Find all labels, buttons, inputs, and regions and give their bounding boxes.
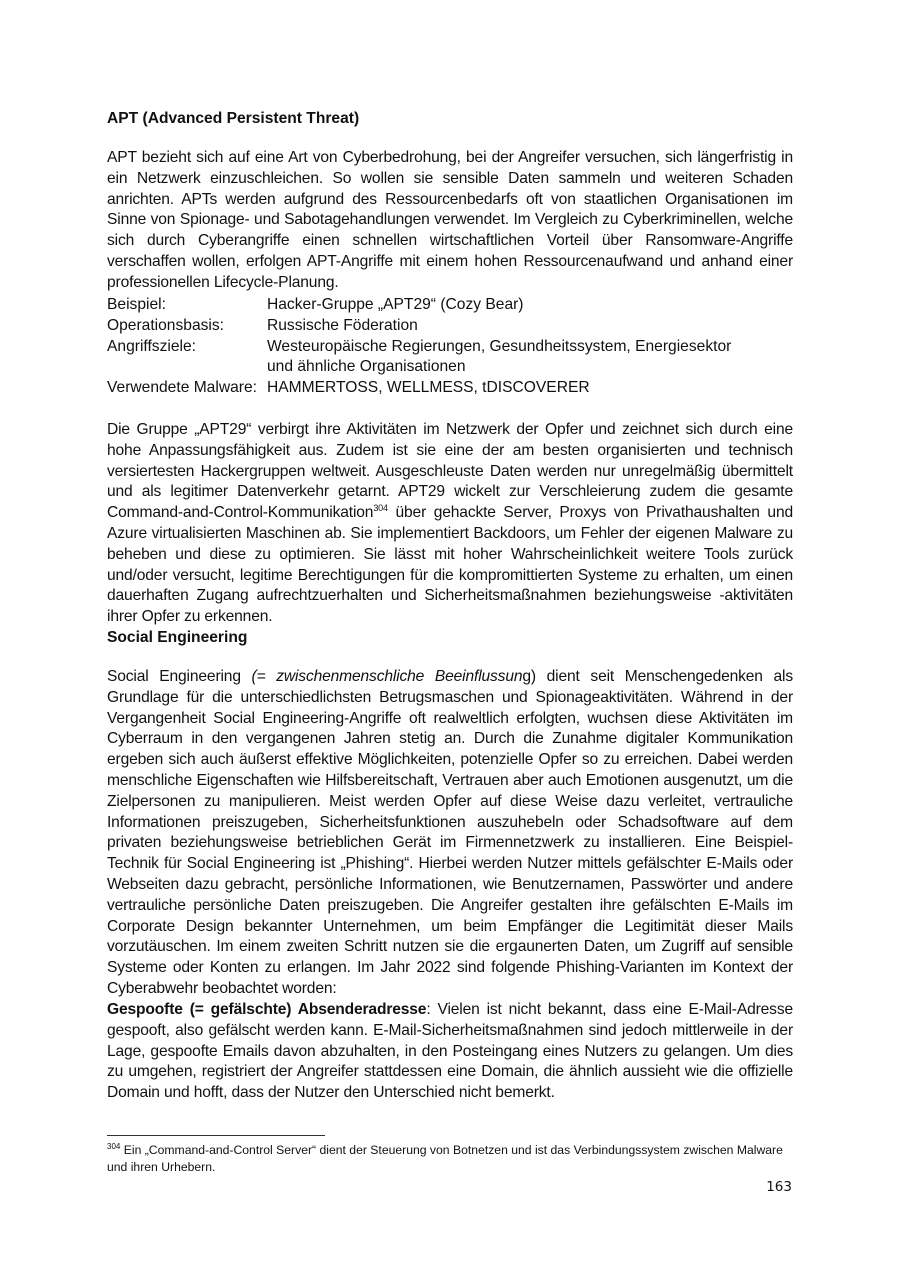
apt29-text-part2: über gehackte Server, Proxys von Privathaushalten und Azure virtualisierten Maschinen ab. Sie implementiert Backdoors, um Fehler der eigenen Malware zu beheben und diese zu optimieren. Sie lässt mit hoher Wahrscheinlichkeit weitere Tools zurück und/oder versucht, legitime Berechtigungen für die kompromittierten Systeme zu erhalten, um einen dauerhaften Zugang aufrechtzuerhalten und Sicherheitsmaßnahmen beziehungsweise -aktivitäten ihrer Opfer zu erkennen. <box>107 504 793 626</box>
footnote-reference: 304 <box>373 503 388 513</box>
detail-key: Verwendete Malware: <box>107 379 257 397</box>
detail-key: Beispiel: <box>107 296 166 313</box>
detail-row-base <box>107 316 793 337</box>
footnote-text: Ein „Command-and-Control Server“ dient der Steuerung von Botnetzen und ist das Verbindungssystem zwischen Malware und ihren Urhebern. <box>107 1143 783 1174</box>
detail-row-malware <box>107 378 793 399</box>
social-engineering-paragraph <box>107 667 793 1000</box>
footnote-number: 304 <box>107 1141 121 1151</box>
apt29-paragraph <box>107 420 793 628</box>
spoofing-term: Gespoofte (= gefälschte) Absenderadresse <box>107 1001 427 1018</box>
apt-details <box>107 295 793 399</box>
detail-value: Westeuropäische Regierungen, Gesundheitssystem, Energiesektor und ähnliche Organisationen <box>267 337 732 376</box>
social-italic: (= zwischenmenschliche Beeinflussun <box>251 668 523 685</box>
apt-heading: APT (Advanced Persistent Threat) <box>107 110 360 127</box>
detail-value: Russische Föderation <box>267 316 418 334</box>
detail-value: Hacker-Gruppe „APT29“ (Cozy Bear) <box>267 296 524 313</box>
social-rest: dient seit Menschengedenken als Grundlage für die unterschiedlichsten Betrugsmaschen und Spionageaktivitäten. Während in der Vergangenheit Social Engineering-Angriffe oft realweltlich erfolgten, wuchsen diese Aktivitäten im Cyberraum in den vergangenen Jahren stetig an. Durch die Zunahme digitaler Kommunikation ergeben sich auch äußerst effektive Möglichkeiten, potenzielle Opfer so zu erreichen. Dabei werden menschliche Eigenschaften wie Hilfsbereitschaft, Vertrauen aber auch Emotionen ausgenutzt, um die Zielpersonen zu manipulieren. Meist werden Opfer auf diese Weise dazu verleitet, vertrauliche Informationen preiszugeben, Sicherheitsfunktionen auszuhebeln oder Schadsoftware auf dem privaten beziehungsweise betrieblichen Gerät im Firmennetzwerk zu installieren. Eine Beispiel-Technik für Social Engineering ist „Phishing“. Hierbei werden Nutzer mittels gefälschter E-Mails oder Webseiten dazu gebracht, persönliche Informationen, wie Benutzernamen, Passwörter und andere vertrauliche persönliche Daten preiszugeben. Die Angreifer gestalten ihre gefälschten E-Mails im Corporate Design bekannter Unternehmen, um beim Empfänger die Legitimität dieser Mails vorzutäuschen. Im einem zweiten Schritt nutzen sie die ergaunerten Daten, um Zugriff auf sensible Systeme oder Konten zu erlangen. Im Jahr 2022 sind folgende Phishing-Varianten im Kontext der Cyberabwehr beobachtet worden: <box>107 668 794 997</box>
detail-key: Angriffsziele: <box>107 337 196 355</box>
social-italic-tail: g) <box>522 668 536 685</box>
social-engineering-heading: Social Engineering <box>107 629 248 646</box>
footnote <box>107 1142 793 1176</box>
social-lead: Social Engineering <box>107 668 252 685</box>
footnote-divider <box>107 1135 325 1136</box>
detail-key: Operationsbasis: <box>107 316 225 334</box>
apt-intro-paragraph: APT bezieht sich auf eine Art von Cyberbedrohung, bei der Angreifer versuchen, sich längerfristig in ein Netzwerk einzuschleichen. So wollen sie sensible Daten sammeln und weiteren Schaden anrichten. APTs werden aufgrund des Ressourcenbedarfs oft von staatlichen Organisationen im Sinne von Spionage- und Sabotagehandlungen verwendet. Im Vergleich zu Cyberkriminellen, welche sich durch Cyberangriffe einen schnellen wirtschaftlichen Vorteil über Ransomware-Angriffe verschaffen wollen, erfolgen APT-Angriffe mit einem hohen Ressourcenaufwand und anhand einer professionellen Lifecycle-Planung. <box>107 149 793 291</box>
spoofing-paragraph <box>107 1000 793 1104</box>
detail-row-example <box>107 295 793 316</box>
detail-row-targets <box>107 337 793 379</box>
page-number: 163 <box>766 1179 792 1195</box>
spoofing-text: : Vielen ist nicht bekannt, dass eine E-Mail-Adresse gespooft, also gefälscht werden kann. E-Mail-Sicherheitsmaßnahmen sind jedoch mittlerweile in der Lage, gespoofte Emails davon abzuhalten, in den Posteingang eines Nutzers zu gelangen. Um dies zu umgehen, registriert der Angreifer stattdessen eine Domain, die ähnlich aussieht wie die offizielle Domain und hofft, dass der Nutzer den Unterschied nicht bemerkt. <box>107 1001 793 1102</box>
detail-value: HAMMERTOSS, WELLMESS, tDISCOVERER <box>267 379 590 397</box>
apt29-text-part1: Die Gruppe „APT29“ verbirgt ihre Aktivitäten im Netzwerk der Opfer und zeichnet sich durch eine hohe Anpassungsfähigkeit aus. Zudem ist sie eine der am besten organisierten und technisch versiertesten Hackergruppen weltweit. Ausgeschleuste Daten werden nur unregelmäßig übermittelt und als legitimer Datenverkehr getarnt. APT29 wickelt zur Verschleierung zudem die gesamte Command-and-Control-Kommunikation <box>107 421 793 522</box>
